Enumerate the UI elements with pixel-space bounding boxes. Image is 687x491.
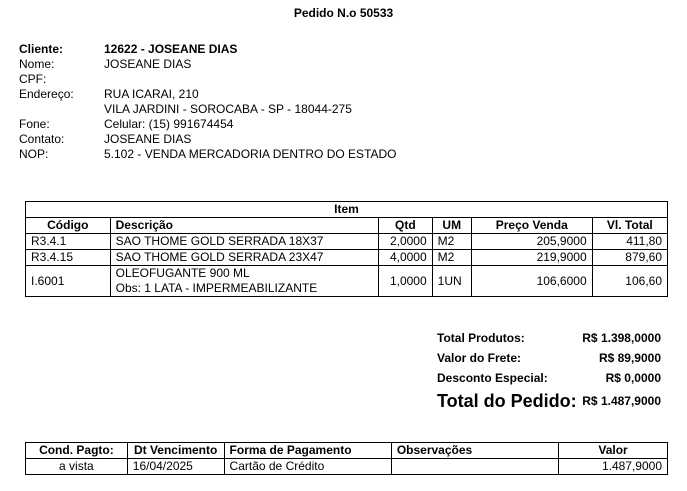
fone-row — [19, 117, 397, 132]
cell-descricao: SAO THOME GOLD SERRADA 23X47 — [110, 250, 378, 266]
cell-preco: 219,9000 — [471, 250, 592, 266]
nome-value: JOSEANE DIAS — [104, 57, 192, 71]
cell-qtd: 4,0000 — [378, 250, 432, 266]
cell-qtd: 1,0000 — [378, 266, 432, 297]
cpf-label: CPF: — [19, 72, 47, 86]
col-um: UM — [432, 218, 471, 234]
col-cond-pagto: Cond. Pagto: — [26, 443, 128, 459]
desconto-row — [437, 368, 661, 388]
cell-descricao: SAO THOME GOLD SERRADA 18X37 — [110, 234, 378, 250]
nop-row — [19, 147, 397, 162]
total-pedido-label: Total do Pedido: — [437, 391, 577, 411]
items-table — [25, 201, 668, 297]
total-pedido-value: R$ 1.487,9000 — [582, 394, 661, 408]
table-row — [26, 266, 668, 297]
nop-value: 5.102 - VENDA MERCADORIA DENTRO DO ESTADO — [104, 147, 397, 161]
page-title: Pedido N.o 50533 — [293, 6, 394, 20]
col-vencimento: Dt Vencimento — [127, 443, 224, 459]
cell-total: 106,60 — [592, 266, 667, 297]
totals-block — [437, 328, 661, 414]
endereco-value-2: VILA JARDINI - SOROCABA - SP - 18044-275 — [104, 102, 352, 116]
cell-cond-pagto: a vista — [26, 459, 128, 475]
desconto-label: Desconto Especial: — [437, 371, 548, 385]
cell-descricao — [110, 266, 378, 297]
endereco-label: Endereço: — [19, 87, 74, 101]
payment-header-row — [26, 443, 668, 459]
col-total: Vl. Total — [592, 218, 667, 234]
nome-row — [19, 57, 397, 72]
cell-um: M2 — [432, 234, 471, 250]
fone-label: Fone: — [19, 117, 50, 131]
col-observacoes: Observações — [391, 443, 558, 459]
table-row — [26, 459, 668, 475]
total-produtos-label: Total Produtos: — [437, 331, 525, 345]
col-descricao: Descrição — [110, 218, 378, 234]
items-section-header: Item — [26, 202, 668, 218]
total-produtos-value: R$ 1.398,0000 — [582, 331, 661, 345]
cell-total: 411,80 — [592, 234, 667, 250]
endereco-row-2 — [19, 102, 397, 117]
total-produtos-row — [437, 328, 661, 348]
endereco-row — [19, 87, 397, 102]
customer-info — [19, 42, 397, 162]
cliente-row — [19, 42, 397, 57]
cell-vencimento: 16/04/2025 — [127, 459, 224, 475]
cell-observacoes — [391, 459, 558, 475]
cell-preco: 205,9000 — [471, 234, 592, 250]
cliente-label: Cliente: — [19, 42, 64, 56]
cell-valor: 1.487,9000 — [559, 459, 668, 475]
cell-preco: 106,6000 — [471, 266, 592, 297]
contato-row — [19, 132, 397, 147]
contato-value: JOSEANE DIAS — [104, 132, 192, 146]
table-row — [26, 250, 668, 266]
col-codigo: Código — [26, 218, 111, 234]
cell-um: 1UN — [432, 266, 471, 297]
nop-label: NOP: — [19, 147, 49, 161]
col-forma-pagamento: Forma de Pagamento — [224, 443, 391, 459]
cell-codigo: R3.4.1 — [26, 234, 111, 250]
cell-descricao-text: OLEOFUGANTE 900 ML — [115, 266, 250, 280]
col-valor: Valor — [559, 443, 668, 459]
desconto-value: R$ 0,0000 — [605, 371, 661, 385]
cpf-row — [19, 72, 397, 87]
valor-frete-row — [437, 348, 661, 368]
table-row — [26, 234, 668, 250]
col-preco: Preço Venda — [471, 218, 592, 234]
valor-frete-label: Valor do Frete: — [437, 351, 522, 365]
cell-descricao-obs: Obs: 1 LATA - IMPERMEABILIZANTE — [115, 281, 318, 295]
cliente-value: 12622 - JOSEANE DIAS — [104, 42, 238, 56]
endereco-value-1: RUA ICARAI, 210 — [104, 87, 199, 101]
valor-frete-value: R$ 89,9000 — [598, 351, 661, 365]
cell-um: M2 — [432, 250, 471, 266]
payment-table — [25, 442, 668, 475]
cell-forma-pagamento: Cartão de Crédito — [224, 459, 391, 475]
fone-value: Celular: (15) 991674454 — [104, 117, 234, 131]
cell-total: 879,60 — [592, 250, 667, 266]
col-qtd: Qtd — [378, 218, 432, 234]
contato-label: Contato: — [19, 132, 65, 146]
cell-codigo: R3.4.15 — [26, 250, 111, 266]
cell-qtd: 2,0000 — [378, 234, 432, 250]
items-header-row — [26, 218, 668, 234]
items-section-row — [26, 202, 668, 218]
cell-codigo: I.6001 — [26, 266, 111, 297]
total-pedido-row — [437, 388, 661, 414]
nome-label: Nome: — [19, 57, 55, 71]
